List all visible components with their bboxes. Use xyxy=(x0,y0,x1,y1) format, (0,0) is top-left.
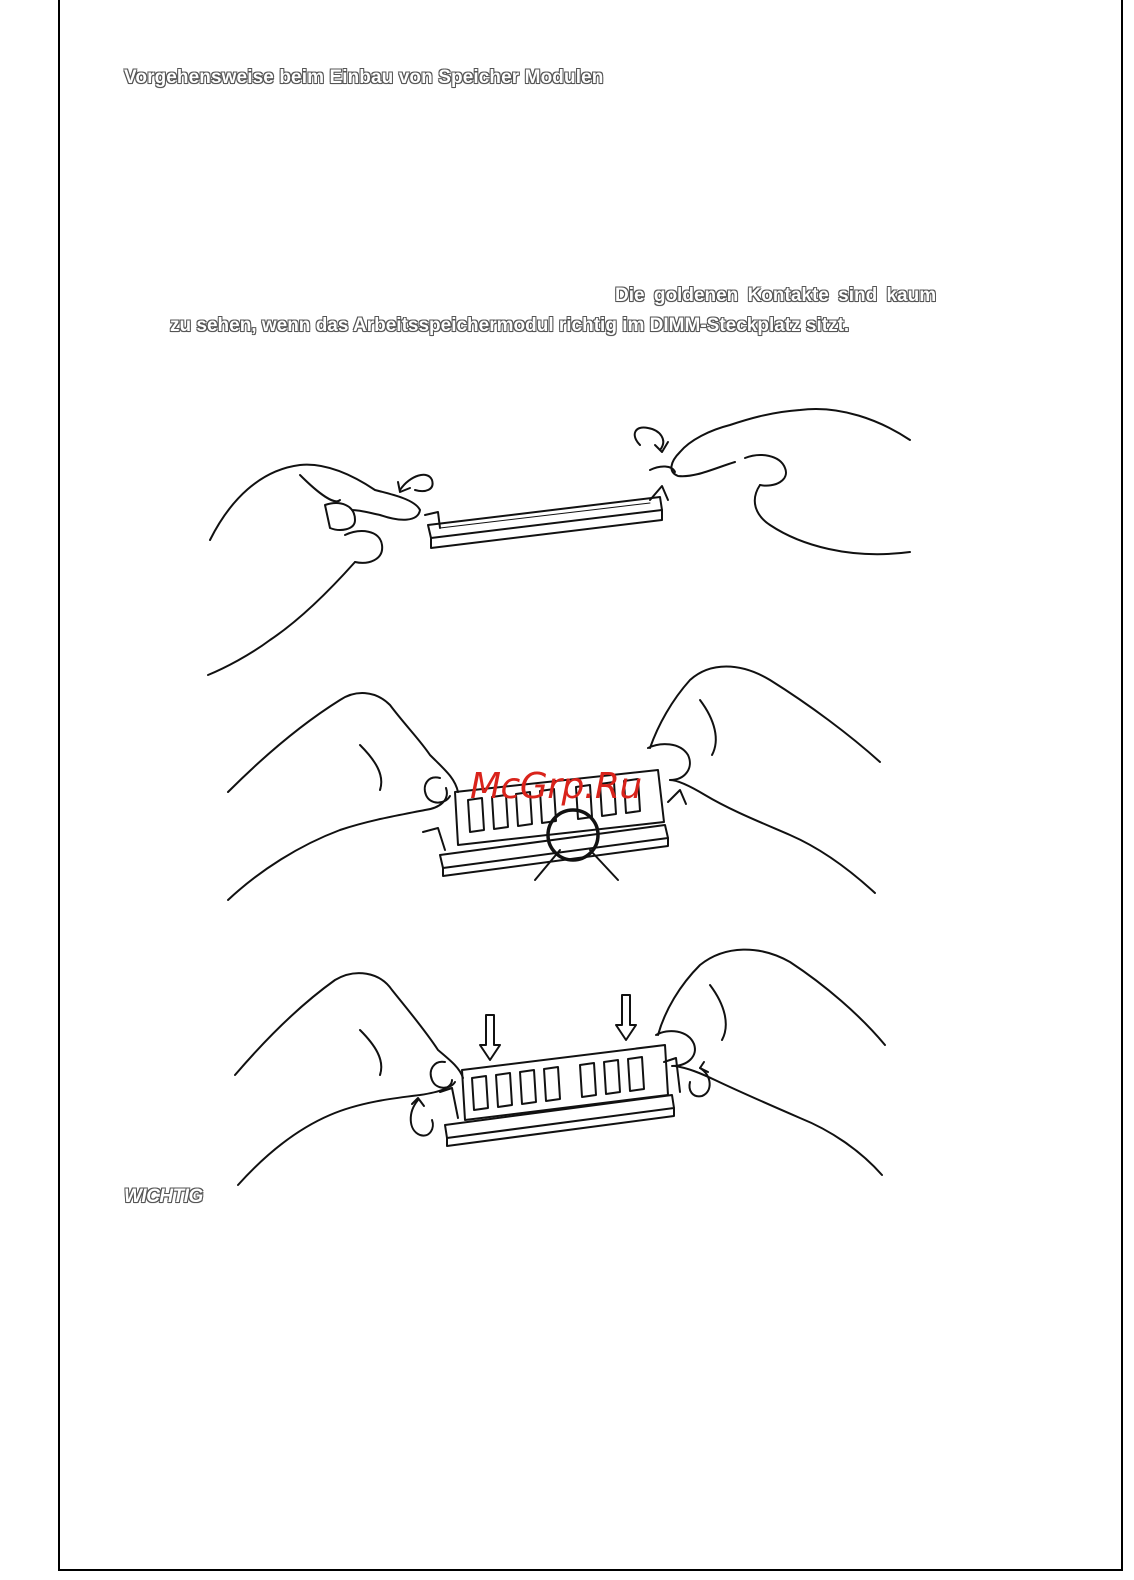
rotate-arrow-icon xyxy=(690,1062,710,1096)
important-label: WICHTIG xyxy=(124,1186,203,1207)
down-arrow-icon xyxy=(480,1015,500,1060)
rotate-arrow-icon xyxy=(398,475,433,492)
dimm-slot-icon xyxy=(440,1058,680,1146)
dimm-slot-icon xyxy=(425,486,668,548)
left-hand-icon xyxy=(208,465,420,675)
section-heading: Vorgehensweise beim Einbau von Speicher Modulen xyxy=(124,67,604,88)
right-hand-icon xyxy=(648,667,880,894)
figure-open-latches xyxy=(208,409,910,675)
figure-press-module xyxy=(235,950,885,1185)
left-hand-icon xyxy=(228,693,458,900)
note-line-2: zu sehen, wenn das Arbeitsspeichermodul richtig im DIMM-Steckplatz sitzt. xyxy=(170,315,850,336)
right-hand-icon xyxy=(656,950,885,1175)
rotate-arrow-icon xyxy=(635,427,668,452)
note-line-1: Die goldenen Kontakte sind kaum xyxy=(615,285,937,306)
right-hand-icon xyxy=(650,409,910,554)
watermark-text: McGrp.Ru xyxy=(470,766,642,807)
left-hand-icon xyxy=(235,973,463,1185)
rotate-arrow-icon xyxy=(411,1098,433,1136)
down-arrow-icon xyxy=(616,995,636,1040)
